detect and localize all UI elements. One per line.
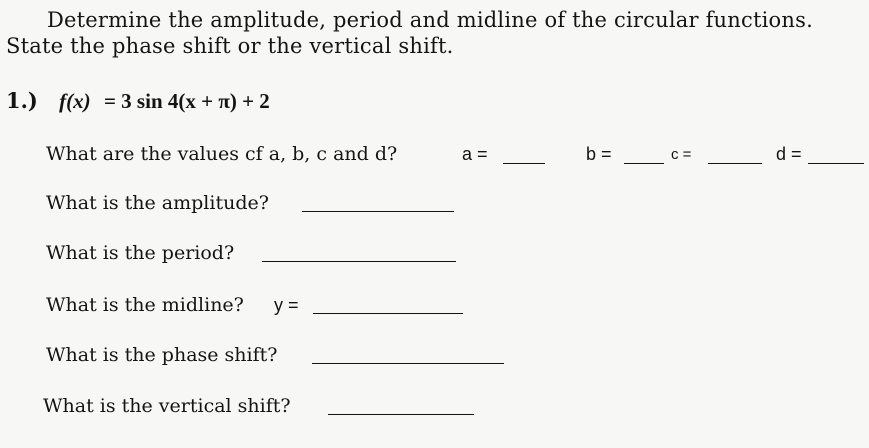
- phase-shift-answer-blank[interactable]: [312, 345, 504, 364]
- d-label: d =: [776, 144, 802, 164]
- a-label: a =: [462, 144, 488, 164]
- instructions-line-1: Determine the amplitude, period and midline of the circular functions.: [47, 8, 813, 32]
- question-period: What is the period?: [46, 242, 235, 264]
- problem-header: [6, 88, 270, 114]
- question-abcd: What are the values cf a, b, c and d?: [46, 143, 398, 165]
- c-label: c =: [671, 146, 692, 163]
- midline-y-label: y =: [274, 295, 299, 315]
- period-answer-blank[interactable]: [262, 243, 456, 262]
- a-answer-blank[interactable]: [503, 145, 545, 164]
- question-amplitude: What is the amplitude?: [46, 192, 269, 214]
- vertical-shift-answer-blank[interactable]: [328, 396, 474, 415]
- question-vertical-shift: What is the vertical shift?: [43, 395, 291, 417]
- b-label: b =: [586, 144, 612, 164]
- function-rhs: = 3 sin 4(x + π) + 2: [103, 89, 270, 113]
- midline-answer-blank[interactable]: [313, 295, 463, 314]
- question-phase-shift: What is the phase shift?: [46, 344, 278, 366]
- c-answer-blank[interactable]: [708, 145, 762, 164]
- problem-number: 1.): [6, 88, 38, 113]
- instructions-line-2: State the phase shift or the vertical shift.: [6, 34, 454, 58]
- b-answer-blank[interactable]: [624, 145, 664, 164]
- amplitude-answer-blank[interactable]: [302, 193, 454, 212]
- function-lhs: f(x): [59, 89, 91, 113]
- d-answer-blank[interactable]: [808, 145, 864, 164]
- question-midline: What is the midline?: [46, 294, 244, 316]
